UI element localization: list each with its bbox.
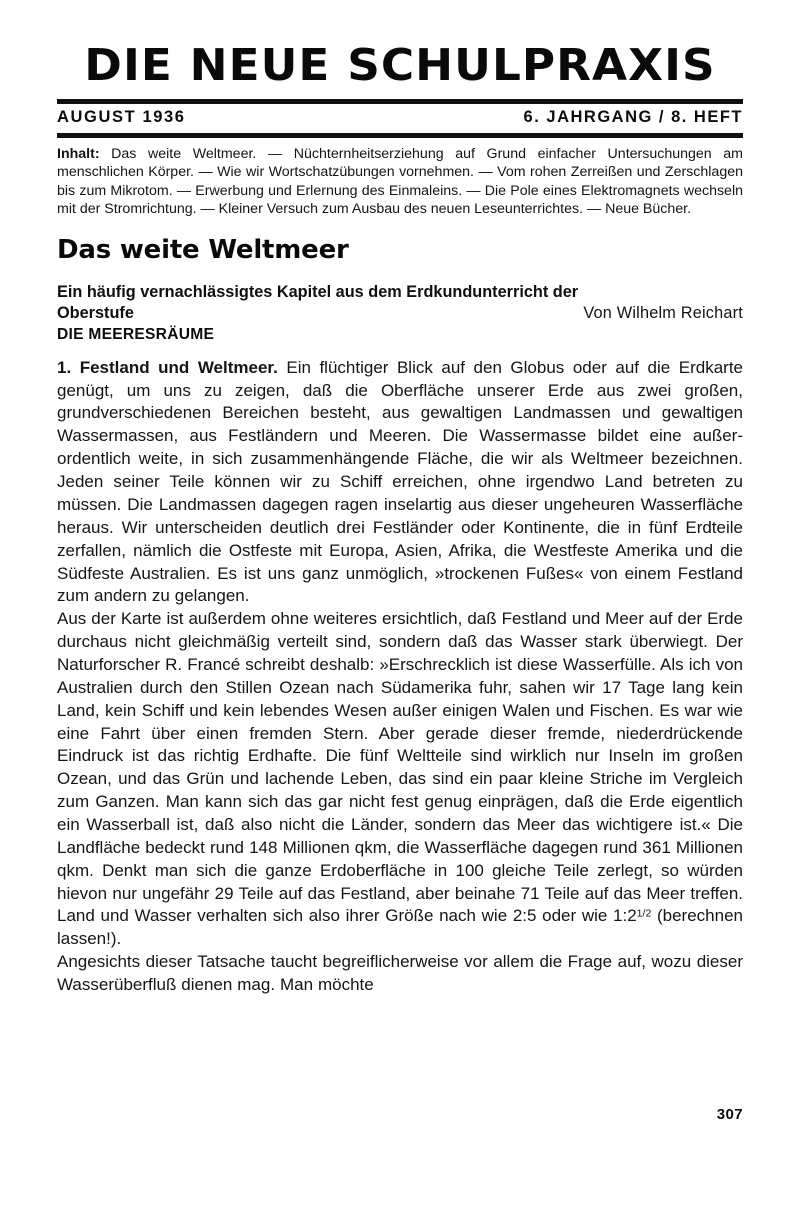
contents-list: Das weite Weltmeer. — Nüchternheitserziehung auf Grund einfacher Untersuchungen am menschlichen Körper. — Wie wir Wortschatzübungen vornehmen. — Vom rohen Zerreißen und Zerschlagen bis zum Mikrotom. — Erwerbung und Erlernung des Einmaleins. — Die Pole eines Elektromagnets wechseln mit der Stromrichtung. — Kleiner Versuch zum Ausbau des neuen Leseunterrichtes. — Neue Bücher.: [57, 146, 743, 218]
paragraph-2-fraction: 1/2: [636, 907, 652, 920]
paragraph-2-text-end: (berechnen lassen!).: [57, 906, 743, 949]
masthead-rule-bottom: [57, 133, 743, 138]
paragraph-3: [57, 951, 743, 997]
page-number: 307: [716, 1106, 743, 1123]
paragraph-1-text: Ein flüchtiger Blick auf den Globus oder auf die Erdkarte genügt, um uns zu zeigen, daß die Oberfläche unserer Erde aus zwei großen, grundverschiedenen Bereichen besteht, aus gewaltigen Landmassen und gewaltigen Wassermassen, aus Festländern und Meeren. Die Wassermasse bildet eine außerordentlich weite, in sich zusammenhängende Fläche, die wir als Weltmeer bezeichnen. Jeden seiner Teile können wir zu Schiff erreichen, ohne irgendwo Land betreten zu müssen. Die Landmassen dagegen ragen inselartig aus dieser ungeheuren Wasserfläche heraus. Wir unterscheiden deutlich drei Festländer oder Kontinente, die in fünf Erdteile zerfallen, nämlich die Ostfeste mit Europa, Asien, Afrika, die Westfeste Amerika und die Südfeste Australien. Es ist uns ganz unmöglich, »trockenen Fußes« von einem Festland zum andern zu gelangen.: [57, 357, 743, 606]
paragraph-2-text: Aus der Karte ist außerdem ohne weiteres ersichtlich, daß Festland und Meer auf der Erde durchaus nicht gleichmäßig verteilt sind, sondern daß das Wasser stark überwiegt. Der Naturforscher R. Francé schreibt deshalb: »Erschrecklich ist diese Wasserfülle. Als ich von Australien durch den Stillen Ozean nach Südamerika fuhr, sahen wir 17 Tage lang kein Land, kein Schiff und kein lebendes Wesen außer einigen Walen und Fischen. Es war wie eine Fahrt über einen fremden Stern. Aber gerade dieser fremde, niederdrückende Eindruck ist das richtig Erdhafte. Die fünf Weltteile sind wirklich nur Inseln im großen Ozean, und das Grün und lachende Leben, das sind ein paar kleine Striche im Vergleich zum Ganzen. Man kann sich das gar nicht fest genug einprägen, daß die Erde eigentlich ein Wasserball ist, daß also nicht die Länder, sondern das Meer das wichtigere ist.« Die Landfläche bedeckt rund 148 Millionen qkm, die Wasserfläche dagegen rund 361 Millionen qkm. Denkt man sich die ganze Erdoberfläche in 100 gleiche Teile zerlegt, so würden hievon nur ungefähr 29 Teile auf das Festland, aber beinahe 71 Teile auf das Meer treffen. Land und Wasser verhalten sich also ihrer Größe nach wie 2:5 oder wie 1:2: [57, 609, 743, 926]
issue-volume-number: 6. JAHRGANG / 8. HEFT: [523, 108, 743, 126]
issue-line: [57, 104, 743, 129]
masthead: [57, 0, 743, 91]
article-byline: Von Wilhelm Reichart: [583, 303, 743, 322]
paragraph-2: [57, 608, 743, 951]
article-subtitle-line-1: Ein häufig vernachlässigtes Kapitel aus dem Erdkundunterricht der: [57, 283, 579, 302]
section-heading: DIE MEERESRÄUME: [57, 325, 215, 343]
paragraph-3-text: Angesichts dieser Tatsache taucht begreiflicherweise vor allem die Frage auf, wozu dieser Wasserüberfluß dienen mag. Man möchte: [57, 952, 743, 994]
publication-title: DIE NEUE SCHULPRAXIS: [84, 40, 716, 91]
paragraph-1-runin: 1. Festland und Weltmeer.: [57, 357, 278, 377]
issue-date: AUGUST 1936: [57, 108, 186, 126]
contents-label: Inhalt:: [57, 146, 100, 162]
table-of-contents: [57, 145, 743, 219]
paragraph-1: [57, 357, 743, 608]
article-title: Das weite Weltmeer: [57, 234, 349, 265]
article-body: [57, 357, 743, 997]
article-subtitle-line-2: Oberstufe: [57, 303, 134, 322]
subtitle-byline-row: [57, 304, 743, 323]
